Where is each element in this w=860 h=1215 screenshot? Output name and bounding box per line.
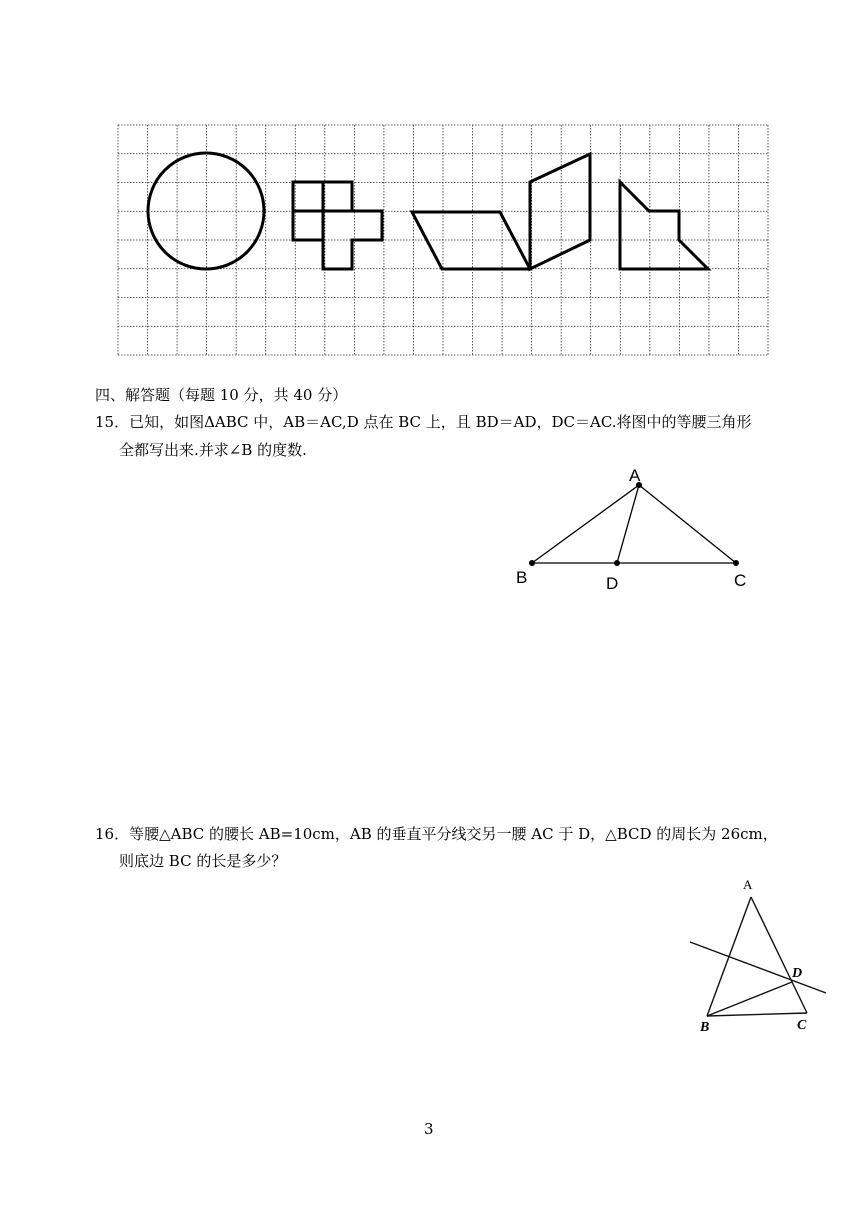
label-d: D bbox=[606, 574, 619, 593]
label-b2: B bbox=[700, 1020, 710, 1035]
label-c: C bbox=[734, 571, 747, 590]
label-b: B bbox=[516, 568, 528, 587]
label-d2: D bbox=[792, 966, 803, 981]
page-number: 3 bbox=[424, 1120, 434, 1138]
q15-line2: 全都写出来.并求∠B 的度数. bbox=[119, 441, 307, 459]
section-heading: 四、解答题（每题 10 分，共 40 分） bbox=[95, 386, 348, 404]
q16-line2: 则底边 BC 的长是多少？ bbox=[119, 852, 287, 870]
q16-line1: 16．等腰△ABC 的腰长 AB=10cm，AB 的垂直平分线交另一腰 AC 于 D，△BCD 的周长为 26cm， bbox=[95, 825, 778, 843]
label-a: A bbox=[629, 466, 641, 485]
label-c2: C bbox=[797, 1018, 807, 1033]
label-a2: A bbox=[743, 877, 753, 892]
q15-line1: 15．已知，如图ΔABC 中，AB＝AC,D 点在 BC 上，且 BD＝AD，DC＝AC.将图中的等腰三角形 bbox=[95, 413, 752, 431]
